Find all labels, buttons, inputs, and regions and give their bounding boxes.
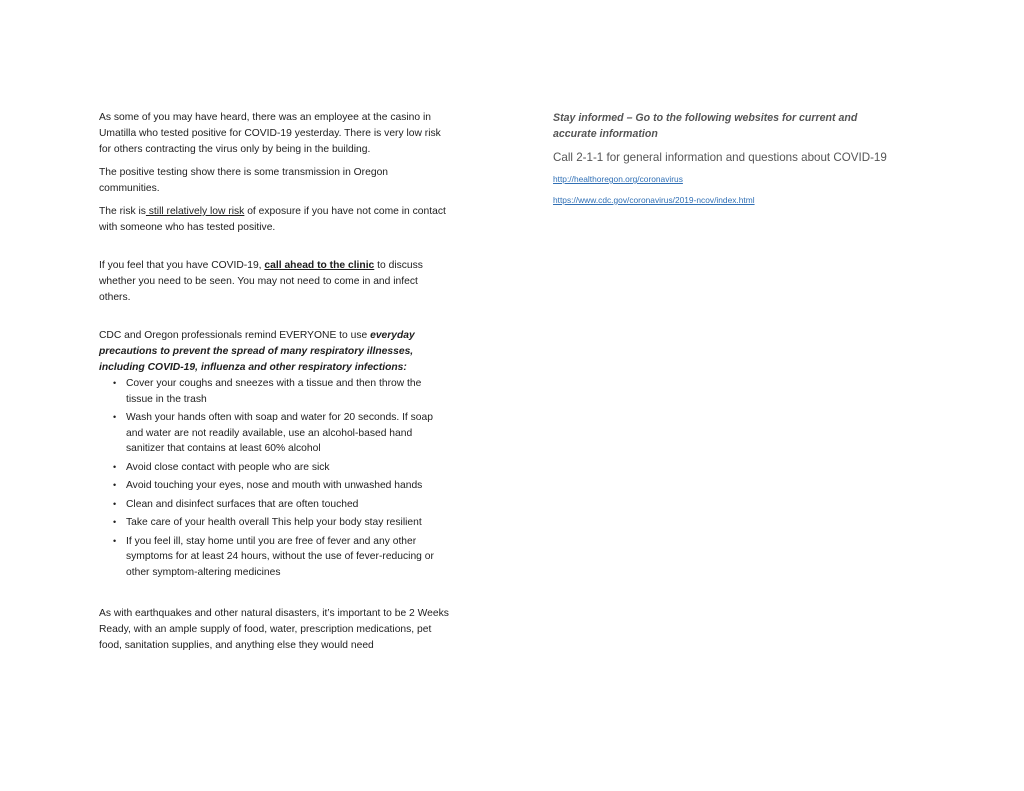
bullet-icon: •	[113, 535, 117, 546]
list-item	[113, 376, 449, 407]
bullet-icon: •	[113, 378, 117, 388]
casino-exposure-paragraph: As some of you may have heard, there was an employee at the casino in Umatilla who tested positive for COVID-19 yesterday. There is very low risk for others contracting the virus only by being in the building.	[99, 112, 441, 155]
precautions-intro-paragraph	[99, 328, 449, 376]
precautions-emphasis: everyday precautions to prevent the spread of many respiratory illnesses, including COVID-19, influenza and other respiratory infections:	[99, 330, 415, 373]
list-item-text: Clean and disinfect surfaces that are often touched	[126, 498, 359, 510]
precautions-list	[99, 376, 449, 580]
precautions-intro-text: CDC and Oregon professionals remind EVERYONE to use	[99, 330, 371, 341]
risk-paragraph	[99, 204, 449, 236]
call-ahead-paragraph	[99, 258, 449, 306]
bullet-icon: •	[113, 461, 117, 472]
list-item	[113, 534, 449, 581]
list-item-text: Avoid close contact with people who are sick	[126, 461, 330, 473]
healthoregon-link[interactable]: http://healthoregon.org/coronavirus	[553, 174, 683, 184]
list-item-text: Wash your hands often with soap and water for 20 seconds. If soap and water are not readily available, use an alcohol-based hand sanitizer that contains at least 60% alcohol	[126, 412, 433, 454]
bullet-icon: •	[113, 498, 117, 509]
call-211-text: Call 2-1-1 for general information and questions about COVID-19	[553, 151, 887, 164]
list-item	[113, 478, 449, 494]
list-item-text: If you feel ill, stay home until you are free of fever and any other symptoms for at least 24 hours, without the use of fever-reducing or other symptom-altering medicines	[126, 535, 434, 578]
risk-text-after: of exposure if you have not come in contact with someone who has tested positive.	[99, 206, 446, 233]
bullet-icon: •	[113, 480, 117, 490]
list-item	[113, 515, 449, 531]
list-item-text: Cover your coughs and sneezes with a tissue and then throw the tissue in the trash	[126, 378, 422, 405]
list-item-text: Avoid touching your eyes, nose and mouth with unwashed hands	[126, 480, 423, 491]
two-weeks-ready-paragraph: As with earthquakes and other natural disasters, it’s important to be 2 Weeks Ready, with an ample supply of food, water, prescription medications, pet food, sanitation supplies, and anything else they would need	[99, 608, 449, 651]
bullet-icon: •	[113, 517, 117, 527]
call-ahead-text-before: If you feel that you have COVID-19,	[99, 260, 265, 271]
left-column	[99, 110, 449, 654]
right-column	[553, 110, 893, 215]
list-item	[113, 460, 449, 476]
stay-informed-heading: Stay informed – Go to the following websites for current and accurate information	[553, 112, 858, 140]
cdc-link[interactable]: https://www.cdc.gov/coronavirus/2019-ncov/index.html	[553, 195, 755, 205]
bullet-icon: •	[113, 412, 117, 422]
call-ahead-text-after: to discuss whether you need to be seen. You may not need to come in and infect others.	[99, 260, 423, 303]
list-item	[113, 410, 449, 457]
call-ahead-emphasis: call ahead to the clinic	[264, 260, 375, 271]
transmission-paragraph: The positive testing show there is some transmission in Oregon communities.	[99, 167, 389, 194]
risk-underlined-text: still relatively low risk	[145, 206, 245, 217]
risk-text-before: The risk is	[99, 206, 146, 217]
list-item-text: Take care of your health overall This help your body stay resilient	[126, 517, 422, 528]
list-item	[113, 497, 449, 513]
